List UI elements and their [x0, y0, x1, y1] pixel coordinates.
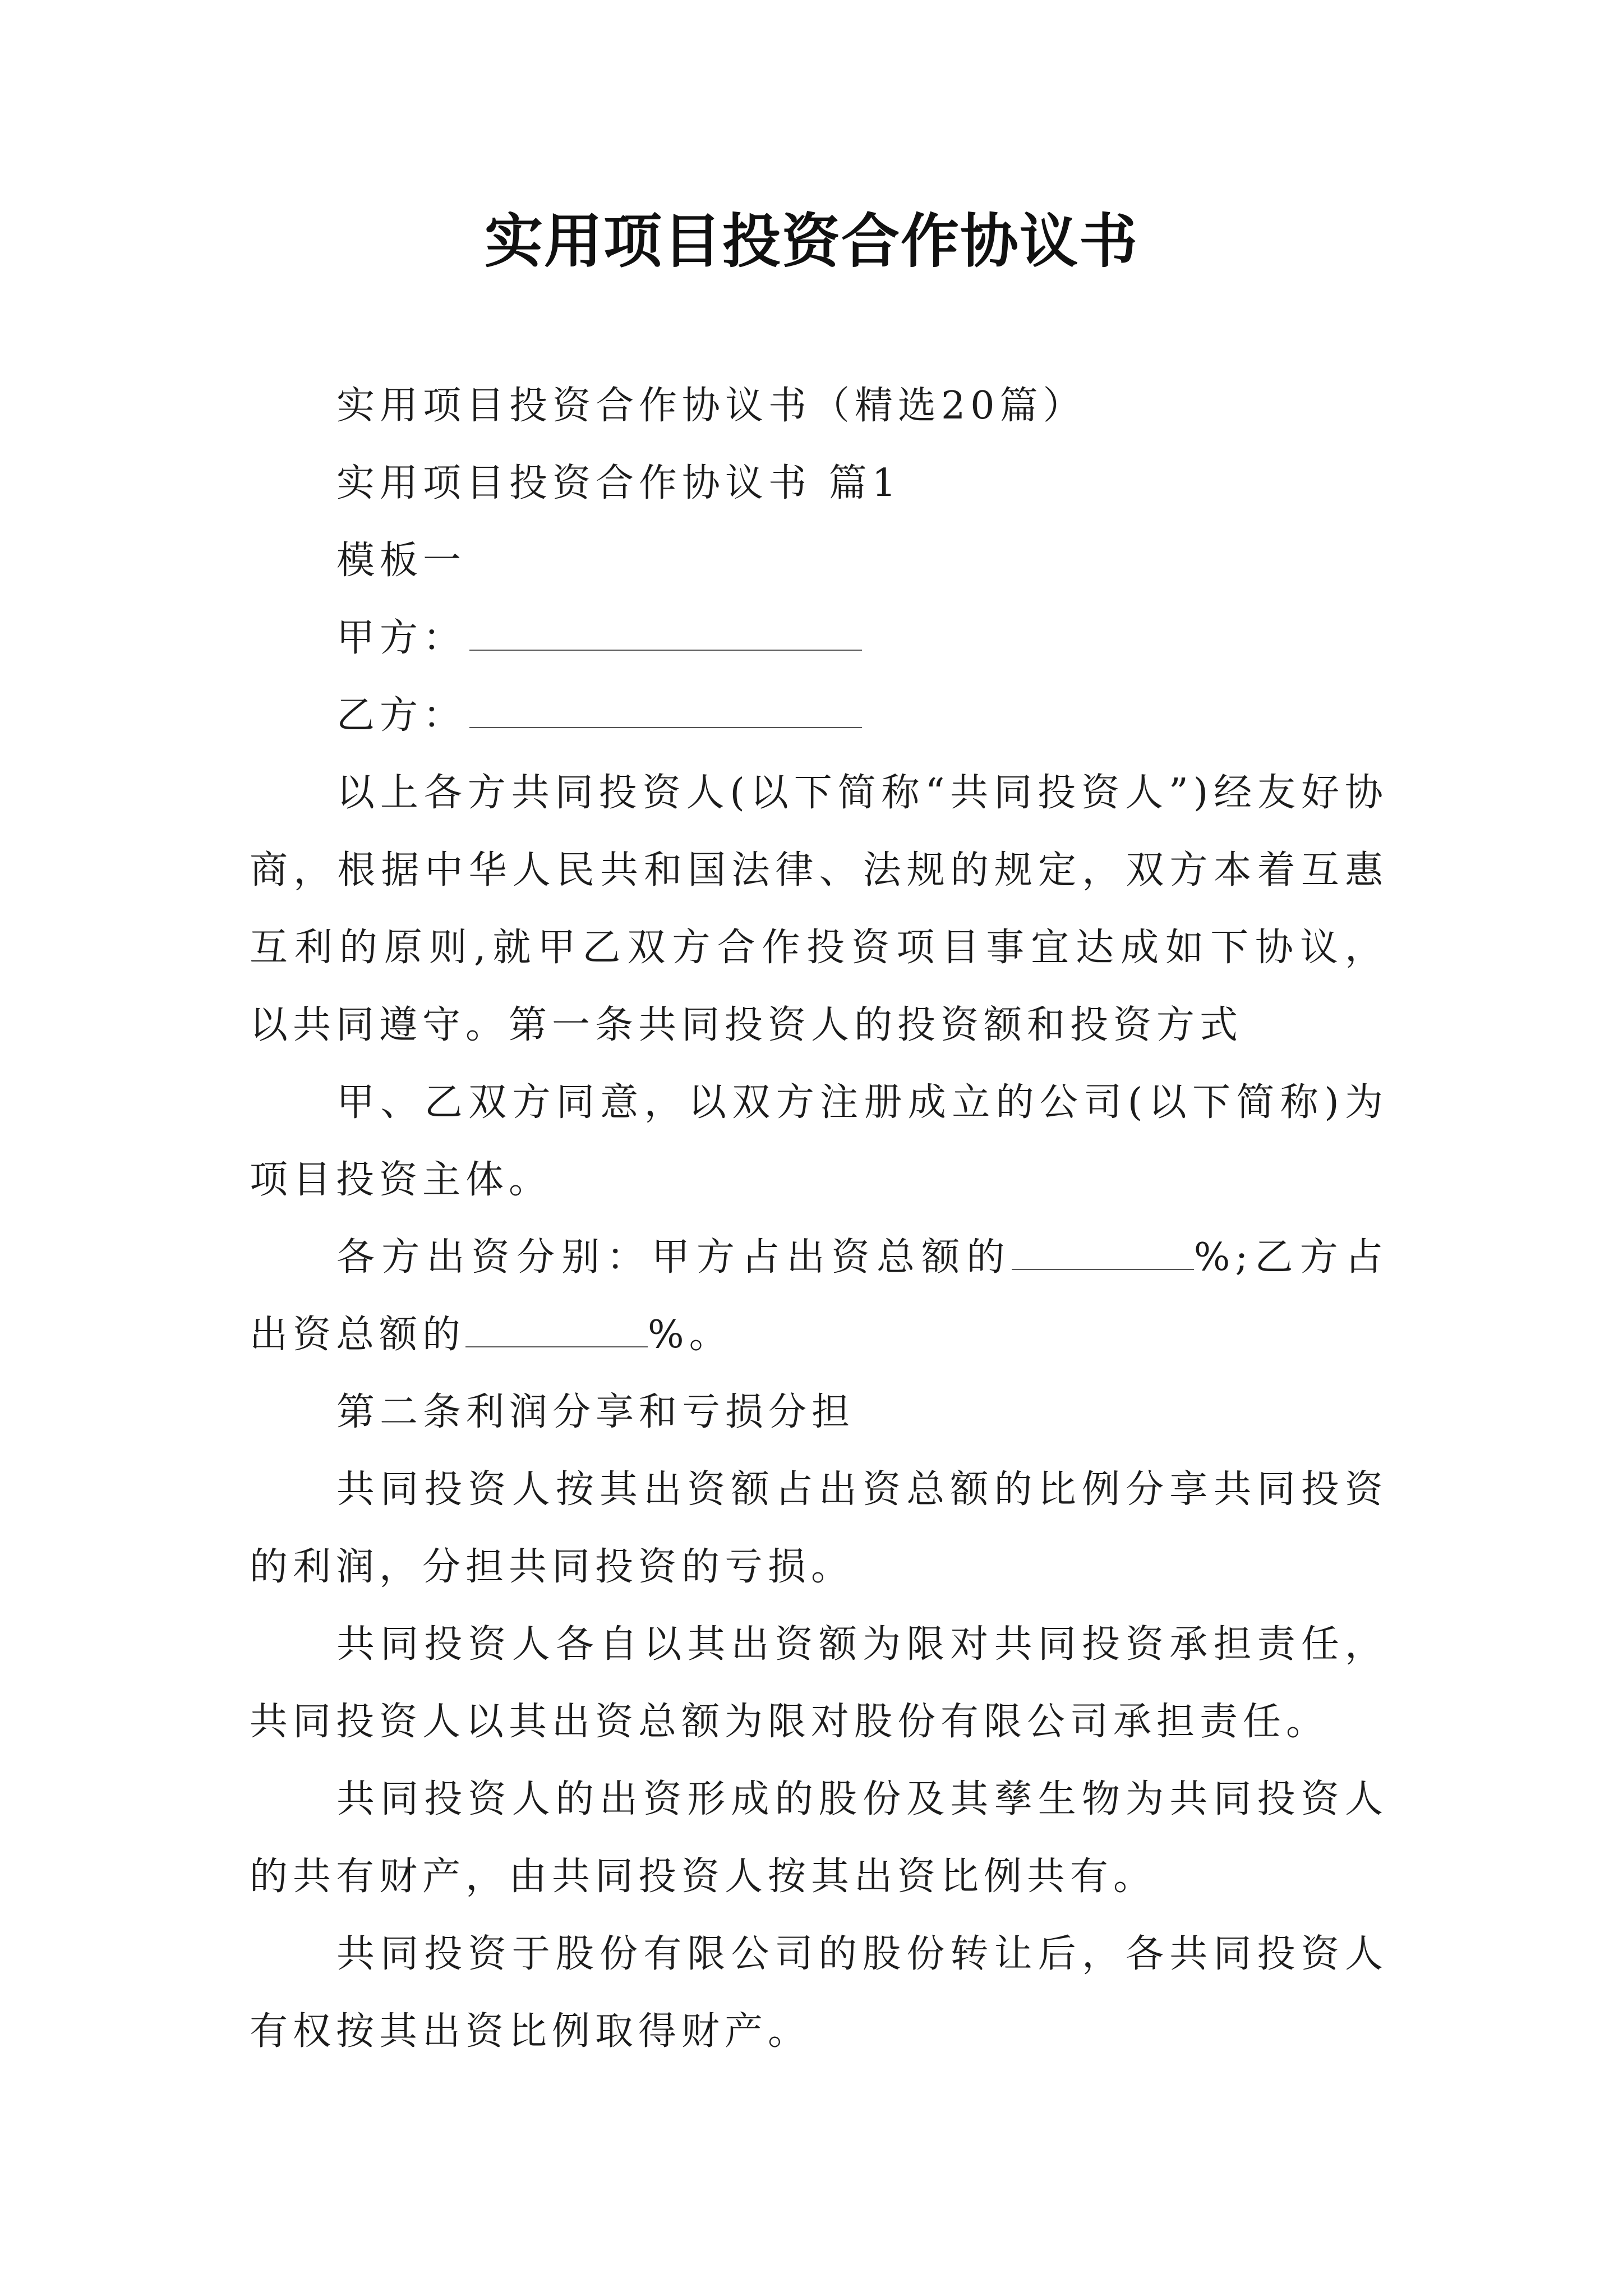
- paragraph-profit-sharing: 共同投资人按其出资额占出资总额的比例分享共同投资的利润，分担共同投资的亏损。: [250, 1467, 1388, 1589]
- party-b-line: [250, 677, 1388, 754]
- template-label: 模板一: [336, 539, 467, 583]
- subtitle-line: 实用项目投资合作协议书（精选20篇）: [336, 384, 1086, 428]
- party-b-label: 乙方：: [336, 693, 467, 738]
- contribution-text-3: %。: [648, 1313, 732, 1357]
- contribution-text-2: %;乙方占出资总额的: [250, 1235, 1388, 1357]
- paragraph-investment-entity: 甲、乙双方同意，以双方注册成立的公司(以下简称)为项目投资主体。: [250, 1080, 1388, 1202]
- chapter-heading: 实用项目投资合作协议书 篇1: [336, 461, 901, 505]
- contribution-text-1: 各方出资分别：甲方占出资总额的: [336, 1235, 1012, 1280]
- party-a-line: [250, 600, 1388, 677]
- paragraph-common-property: 共同投资人的出资形成的股份及其孳生物为共同投资人的共有财产，由共同投资人按其出资比例共有。: [250, 1777, 1388, 1899]
- party-b-ratio-blank[interactable]: [465, 1319, 648, 1347]
- document-body: [250, 367, 1388, 2070]
- paragraph-contribution-ratio: [250, 1219, 1388, 1374]
- paragraph-liability: 共同投资人各自以其出资额为限对共同投资承担责任，共同投资人以其出资总额为限对股份有限公司承担责任。: [250, 1622, 1388, 1744]
- party-b-blank[interactable]: [469, 700, 862, 728]
- paragraph-share-transfer: 共同投资于股份有限公司的股份转让后，各共同投资人有权按其出资比例取得财产。: [250, 1932, 1388, 2054]
- paragraph-preamble: 以上各方共同投资人(以下简称“共同投资人”)经友好协商，根据中华人民共和国法律、法规的规定，双方本着互惠互利的原则,就甲乙双方合作投资项目事宜达成如下协议，以共同遵守。第一条共同投资人的投资额和投资方式: [250, 771, 1388, 1047]
- party-a-label: 甲方：: [336, 616, 467, 660]
- article-two-heading: 第二条利润分享和亏损分担: [336, 1390, 855, 1434]
- party-a-ratio-blank[interactable]: [1012, 1242, 1194, 1270]
- party-a-blank[interactable]: [469, 623, 862, 651]
- document-title: 实用项目投资合作协议书: [484, 206, 1138, 275]
